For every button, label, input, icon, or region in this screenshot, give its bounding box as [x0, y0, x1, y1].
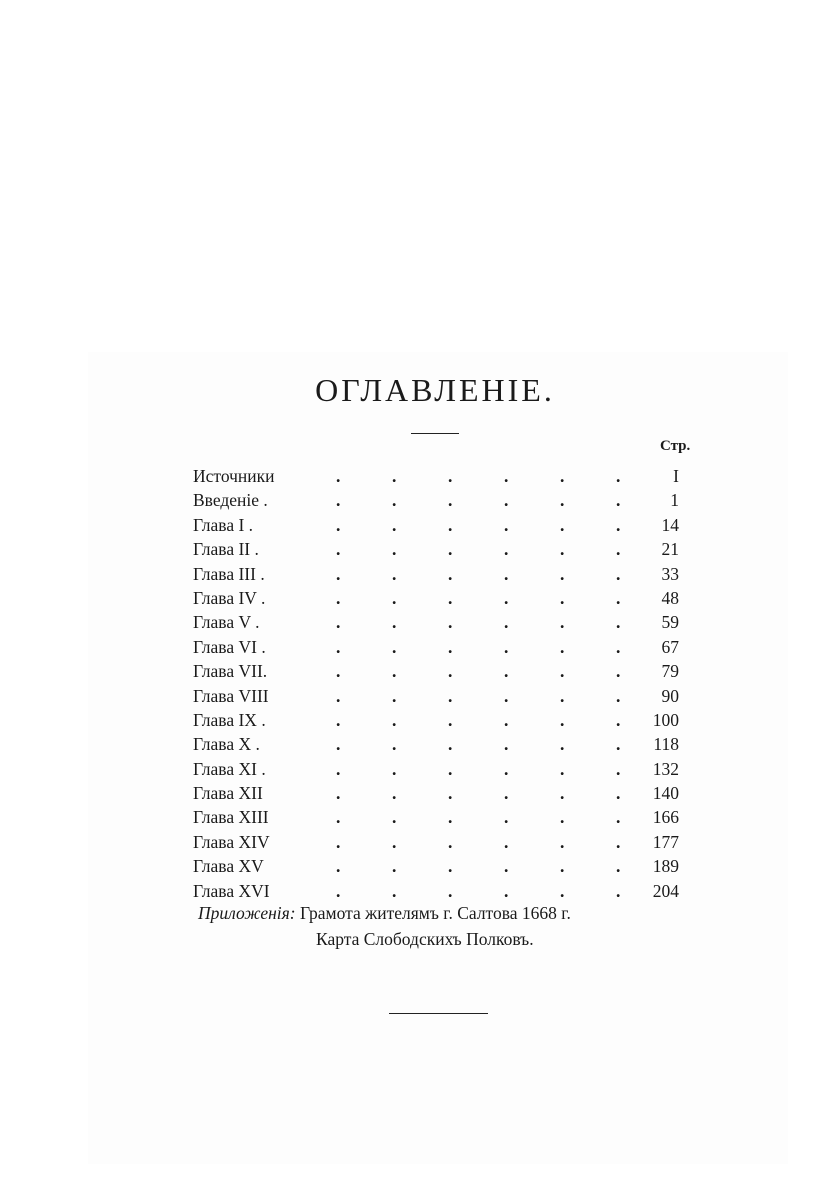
- leader-dot: .: [504, 758, 509, 779]
- leader-dot: .: [448, 831, 453, 852]
- leader-dot: .: [616, 685, 621, 706]
- leader-dot: .: [616, 636, 621, 657]
- toc-row: [193, 684, 693, 708]
- toc-leader-dots: [336, 659, 621, 683]
- toc-row: [193, 879, 693, 903]
- toc-entry-label: Глава IV .: [193, 587, 266, 608]
- leader-dot: .: [560, 709, 565, 730]
- leader-dot: .: [504, 612, 509, 633]
- leader-dot: .: [392, 466, 397, 486]
- leader-dot: .: [448, 661, 453, 682]
- leader-dot: .: [448, 880, 453, 901]
- leader-dot: .: [448, 539, 453, 560]
- toc-row: [193, 610, 693, 634]
- leader-dot: .: [336, 807, 341, 828]
- toc-leader-dots: [336, 757, 621, 781]
- leader-dot: .: [616, 783, 621, 804]
- page-column-header: Стр.: [660, 438, 691, 454]
- leader-dot: .: [560, 539, 565, 560]
- leader-dot: .: [560, 807, 565, 828]
- leader-dot: .: [392, 856, 397, 877]
- leader-dot: .: [392, 758, 397, 779]
- leader-dot: .: [616, 539, 621, 560]
- toc-entry-label: Глава IX .: [193, 709, 266, 730]
- toc-leader-dots: [336, 830, 621, 854]
- leader-dot: .: [448, 490, 453, 511]
- leader-dot: .: [336, 587, 341, 608]
- toc-entry-page: 100: [652, 709, 679, 730]
- leader-dot: .: [336, 758, 341, 779]
- toc-entry-label: Глава VII.: [193, 661, 268, 682]
- leader-dot: .: [560, 856, 565, 877]
- toc-entry-page: 48: [661, 587, 679, 608]
- leader-dot: .: [336, 539, 341, 560]
- toc-entry-page: 166: [652, 807, 679, 828]
- leader-dot: .: [336, 783, 341, 804]
- leader-dot: .: [392, 490, 397, 511]
- toc-entry-label: Глава I .: [193, 514, 254, 535]
- toc-entry-label: Глава III .: [193, 563, 265, 584]
- toc-entry-page: 67: [661, 636, 679, 657]
- leader-dot: .: [392, 636, 397, 657]
- toc-entry-label: Глава VI .: [193, 636, 266, 657]
- toc-row: [193, 830, 693, 854]
- toc-row: [193, 659, 693, 683]
- leader-dot: .: [504, 490, 509, 511]
- leader-dot: .: [392, 807, 397, 828]
- leader-dot: .: [392, 734, 397, 755]
- toc-entry-page: 14: [661, 514, 679, 535]
- leader-dot: .: [560, 587, 565, 608]
- leader-dot: .: [336, 661, 341, 682]
- appendix-label: Приложенiя:: [198, 903, 296, 923]
- leader-dot: .: [616, 807, 621, 828]
- leader-dot: .: [504, 709, 509, 730]
- closing-divider: [389, 1013, 488, 1014]
- leader-dot: .: [392, 880, 397, 901]
- toc-row: [193, 854, 693, 878]
- leader-dot: .: [504, 856, 509, 877]
- toc-entry-label: Глава XI .: [193, 758, 266, 779]
- toc-leader-dots: [336, 781, 621, 805]
- leader-dot: .: [560, 490, 565, 511]
- toc-entry-label: Глава X .: [193, 734, 260, 755]
- toc-entry-page: 59: [661, 612, 679, 633]
- appendix-item-map: Карта Слободскихъ Полковъ.: [316, 929, 534, 949]
- leader-dot: .: [560, 831, 565, 852]
- leader-dot: .: [560, 758, 565, 779]
- toc-row: [193, 537, 693, 561]
- leader-dot: .: [336, 880, 341, 901]
- leader-dot: .: [616, 563, 621, 584]
- toc-row: [193, 805, 693, 829]
- leader-dot: .: [392, 685, 397, 706]
- toc-entry-label: Глава VIII: [193, 685, 269, 706]
- leader-dot: .: [336, 734, 341, 755]
- appendix-line-1: [198, 903, 571, 924]
- leader-dot: .: [504, 831, 509, 852]
- toc-entry-label: Глава XIII: [193, 807, 269, 828]
- toc-row: [193, 562, 693, 586]
- toc-entry-label: Источники: [193, 466, 275, 486]
- toc-entry-page: 90: [661, 685, 679, 706]
- toc-entry-label: Глава XVI: [193, 880, 270, 901]
- toc-row: [193, 513, 693, 537]
- leader-dot: .: [616, 490, 621, 511]
- toc-leader-dots: [336, 854, 621, 878]
- leader-dot: .: [448, 587, 453, 608]
- leader-dot: .: [616, 734, 621, 755]
- leader-dot: .: [392, 539, 397, 560]
- toc-entry-label: Введенiе .: [193, 490, 268, 511]
- toc-entry-page: 177: [652, 831, 679, 852]
- leader-dot: .: [504, 563, 509, 584]
- toc-leader-dots: [336, 684, 621, 708]
- leader-dot: .: [616, 612, 621, 633]
- toc-entry-page: I: [673, 466, 679, 486]
- toc-row: [193, 732, 693, 756]
- toc-leader-dots: [336, 464, 621, 488]
- leader-dot: .: [336, 709, 341, 730]
- toc-entry-label: Глава II .: [193, 539, 259, 560]
- leader-dot: .: [616, 709, 621, 730]
- leader-dot: .: [448, 734, 453, 755]
- leader-dot: .: [392, 587, 397, 608]
- leader-dot: .: [504, 514, 509, 535]
- leader-dot: .: [392, 709, 397, 730]
- toc-leader-dots: [336, 708, 621, 732]
- leader-dot: .: [392, 612, 397, 633]
- leader-dot: .: [336, 636, 341, 657]
- toc-entry-label: Глава XII: [193, 783, 263, 804]
- appendix-item-charter: Грамота жителямъ г. Салтова 1668 г.: [300, 903, 571, 923]
- toc-entry-label: Глава XV: [193, 856, 264, 877]
- leader-dot: .: [448, 612, 453, 633]
- leader-dot: .: [448, 636, 453, 657]
- leader-dot: .: [336, 563, 341, 584]
- toc-entry-page: 189: [652, 856, 679, 877]
- leader-dot: .: [560, 783, 565, 804]
- leader-dot: .: [504, 466, 509, 486]
- leader-dot: .: [560, 514, 565, 535]
- toc-leader-dots: [336, 562, 621, 586]
- leader-dot: .: [616, 661, 621, 682]
- leader-dot: .: [336, 514, 341, 535]
- leader-dot: .: [560, 685, 565, 706]
- leader-dot: .: [336, 490, 341, 511]
- leader-dot: .: [560, 734, 565, 755]
- leader-dot: .: [616, 856, 621, 877]
- leader-dot: .: [448, 807, 453, 828]
- toc-leader-dots: [336, 488, 621, 512]
- leader-dot: .: [504, 661, 509, 682]
- leader-dot: .: [448, 563, 453, 584]
- leader-dot: .: [392, 514, 397, 535]
- leader-dot: .: [560, 466, 565, 486]
- leader-dot: .: [560, 612, 565, 633]
- toc-entry-page: 204: [652, 880, 679, 901]
- leader-dot: .: [616, 587, 621, 608]
- leader-dot: .: [560, 661, 565, 682]
- toc-row: [193, 586, 693, 610]
- leader-dot: .: [504, 539, 509, 560]
- toc-row: [193, 635, 693, 659]
- toc-leader-dots: [336, 586, 621, 610]
- leader-dot: .: [392, 783, 397, 804]
- toc-leader-dots: [336, 732, 621, 756]
- leader-dot: .: [448, 514, 453, 535]
- leader-dot: .: [392, 563, 397, 584]
- leader-dot: .: [504, 734, 509, 755]
- toc-leader-dots: [336, 513, 621, 537]
- leader-dot: .: [504, 880, 509, 901]
- leader-dot: .: [448, 783, 453, 804]
- leader-dot: .: [336, 612, 341, 633]
- leader-dot: .: [560, 636, 565, 657]
- leader-dot: .: [560, 563, 565, 584]
- leader-dot: .: [616, 466, 621, 486]
- toc-entry-page: 21: [661, 539, 679, 560]
- leader-dot: .: [392, 661, 397, 682]
- leader-dot: .: [504, 783, 509, 804]
- title-divider: [411, 433, 459, 434]
- toc-entry-label: Глава V .: [193, 612, 260, 633]
- toc-entry-page: 1: [670, 490, 679, 511]
- leader-dot: .: [336, 685, 341, 706]
- toc-entry-page: 118: [653, 734, 679, 755]
- table-of-contents: [193, 464, 693, 903]
- toc-entry-page: 79: [661, 661, 679, 682]
- leader-dot: .: [392, 831, 397, 852]
- leader-dot: .: [616, 758, 621, 779]
- toc-leader-dots: [336, 805, 621, 829]
- leader-dot: .: [616, 514, 621, 535]
- leader-dot: .: [448, 466, 453, 486]
- toc-leader-dots: [336, 635, 621, 659]
- leader-dot: .: [448, 685, 453, 706]
- toc-row: [193, 757, 693, 781]
- toc-row: [193, 781, 693, 805]
- toc-entry-page: 132: [652, 758, 679, 779]
- leader-dot: .: [616, 831, 621, 852]
- toc-leader-dots: [336, 537, 621, 561]
- leader-dot: .: [336, 831, 341, 852]
- toc-row: [193, 488, 693, 512]
- page-title: ОГЛАВЛЕНIЕ.: [315, 372, 555, 408]
- leader-dot: .: [504, 807, 509, 828]
- leader-dot: .: [448, 856, 453, 877]
- leader-dot: .: [336, 466, 341, 486]
- leader-dot: .: [560, 880, 565, 901]
- leader-dot: .: [616, 880, 621, 901]
- toc-entry-page: 140: [652, 783, 679, 804]
- leader-dot: .: [336, 856, 341, 877]
- leader-dot: .: [504, 587, 509, 608]
- leader-dot: .: [504, 685, 509, 706]
- toc-leader-dots: [336, 879, 621, 903]
- leader-dot: .: [448, 758, 453, 779]
- toc-entry-label: Глава XIV: [193, 831, 270, 852]
- toc-entry-page: 33: [661, 563, 679, 584]
- toc-row: [193, 464, 693, 488]
- toc-leader-dots: [336, 610, 621, 634]
- leader-dot: .: [448, 709, 453, 730]
- leader-dot: .: [504, 636, 509, 657]
- toc-row: [193, 708, 693, 732]
